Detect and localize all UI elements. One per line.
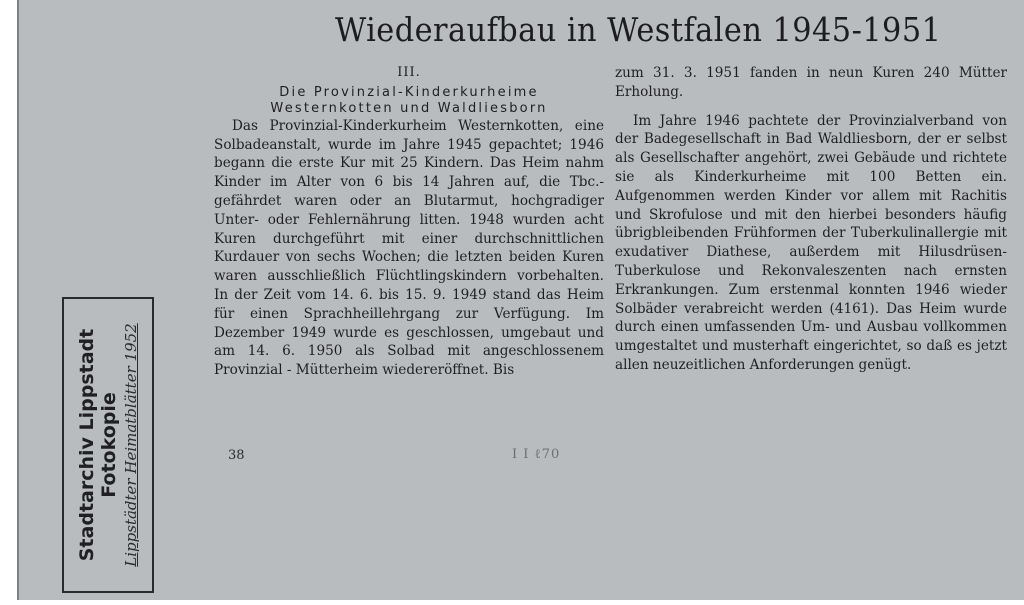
- scanned-page: [17, 0, 1024, 600]
- section-number: III.: [397, 65, 421, 80]
- stamp-archive-name: Stadtarchiv Lippstadt: [76, 328, 98, 562]
- section-heading-line1: Die Provinzial-Kinderkurheime: [279, 84, 539, 100]
- section-heading-line2: Westernkotten und Waldliesborn: [270, 100, 548, 116]
- right-column: [615, 64, 1007, 375]
- stamp-handwritten-source: Lippstädter Heimatblätter 1952: [122, 323, 140, 567]
- smudge-mark: I I ℓ70: [512, 447, 561, 462]
- right-paragraph-2: Im Jahre 1946 pachtete der Provinzialverband von der Badegesellschaft in Bad Waldliesborn, der er selbst als Gesellschafter angehört, zwei Gebäude und richtete sie als Kinderkurheime mit 100 Betten ein. Aufgenommen werden Kinder vor allem mit Rachitis und Skrofulose und mit den hierbei besonders häufig übrigbleibenden Frühformen der Tuberkulinallergie mit exudativer Diathese, außerdem mit Hilusdrüsen-Tuberkulose und Rekonvaleszenten nach ernsten Erkrankungen. Zum erstenmal konnten 1946 wieder Solbäder verabreicht werden (4161). Das Heim wurde durch einen umfassenden Um- und Ausbau vollkommen umgestaltet und musterhaft eingerichtet, so daß es jetzt allen neuzeitlichen Anforderungen genügt.: [615, 112, 1007, 373]
- page-title: Wiederaufbau in Westfalen 1945-1951: [335, 10, 942, 49]
- right-paragraph-1: zum 31. 3. 1951 fanden in neun Kuren 240 Mütter Erholung.: [615, 65, 1007, 100]
- archive-stamp: [62, 297, 154, 593]
- left-paragraph: Das Provinzial-Kinderkurheim Westernkotten, eine Solbadeanstalt, wurde im Jahre 1945 gepachtet; 1946 begann die erste Kur mit 25 Kindern. Das Heim nahm Kinder im Alter von 6 bis 14 Jahren auf, die Tbc.-gefährdet waren oder an Blutarmut, hochgradiger Unter- oder Fehlernährung litten. 1948 wurden acht Kuren durchgeführt mit einer durchschnittlichen Kurdauer von sechs Wochen; die letzten beiden Kuren waren ausschließlich Flüchtlingskindern vorbehalten. In der Zeit vom 14. 6. bis 15. 9. 1949 stand das Heim für einen Sprachheillehrgang zur Verfügung. Im Dezember 1949 wurde es geschlossen, umgebaut und am 14. 6. 1950 als Solbad mit angeschlossenem Provinzial - Mütterheim wiedereröffnet. Bis: [214, 117, 604, 379]
- stamp-copy-label: Fotokopie: [98, 392, 120, 498]
- left-column: [214, 64, 604, 380]
- page-number: 38: [228, 448, 245, 463]
